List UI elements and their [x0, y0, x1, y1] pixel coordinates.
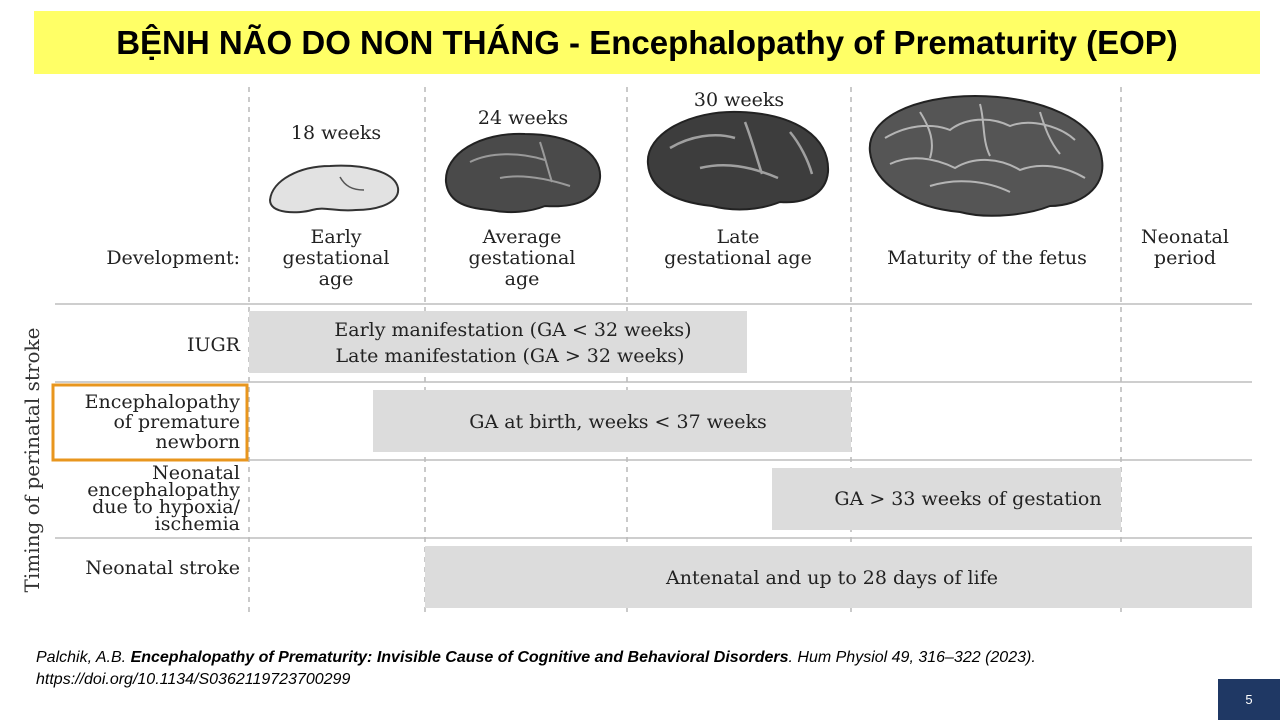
stage-label-line: period — [1153, 247, 1217, 269]
bar-text: Antenatal and up to 28 days of life — [666, 567, 998, 589]
brain-weeks-label: 18 weeks — [290, 122, 382, 144]
bar-text: Early manifestation (GA < 32 weeks) — [334, 319, 692, 341]
diagram-svg — [0, 82, 1280, 620]
citation — [36, 647, 1216, 691]
y-axis-label: Timing of perinatal stroke — [20, 327, 44, 593]
row-label-line: due to hypoxia/ — [92, 496, 240, 518]
slide-title: BỆNH NÃO DO NON THÁNG - Encephalopathy of Prematurity (EOP) — [116, 23, 1178, 61]
brain-weeks-label: 24 weeks — [477, 107, 569, 129]
eop-timing-diagram — [0, 82, 1280, 620]
row-label-line: of premature — [113, 411, 240, 433]
row-label-line: Encephalopathy — [84, 391, 240, 413]
brain-18-weeks-image — [270, 166, 398, 213]
stage-label-line: Maturity of the fetus — [887, 247, 1087, 269]
bar-text: GA > 33 weeks of gestation — [834, 488, 1102, 510]
brain-mature-image — [870, 96, 1103, 216]
title-bar — [34, 11, 1260, 74]
stage-label-line: Early — [310, 226, 362, 248]
brain-30-weeks-image — [648, 112, 828, 210]
row-label-line: newborn — [155, 431, 240, 453]
row-label-line: encephalopathy — [87, 479, 240, 501]
row-label-line: Neonatal stroke — [85, 557, 240, 579]
bar-text: GA at birth, weeks < 37 weeks — [469, 411, 767, 433]
citation-title: Encephalopathy of Prematurity: Invisible Cause of Cognitive and Behavioral Disorders — [130, 649, 789, 666]
row-label-line: ischemia — [154, 513, 240, 535]
stage-label-line: Average — [482, 226, 562, 248]
stage-label-line: gestational — [282, 247, 390, 269]
stage-label-line: gestational — [468, 247, 576, 269]
row-label-line: IUGR — [186, 334, 240, 356]
stage-label-line: Neonatal — [1141, 226, 1229, 248]
page-number: 5 — [1245, 692, 1253, 707]
brain-weeks-label: 30 weeks — [693, 89, 785, 111]
bar-text: Late manifestation (GA > 32 weeks) — [335, 345, 685, 367]
row-label-line: Neonatal — [152, 462, 240, 484]
citation-journal: . Hum Physiol 49, 316–322 (2023). — [788, 649, 1036, 666]
stage-label-line: gestational age — [664, 247, 812, 269]
stage-label-line: Late — [716, 226, 760, 248]
stage-label-line: age — [504, 268, 540, 290]
brain-24-weeks-image — [446, 134, 600, 212]
development-label: Development: — [106, 247, 240, 269]
stage-label-line: age — [318, 268, 354, 290]
page-number-badge — [1218, 679, 1280, 720]
citation-doi-link[interactable]: https://doi.org/10.1134/S0362119723700299 — [36, 671, 351, 688]
citation-author: Palchik, A.B. — [36, 649, 131, 666]
row-labels — [85, 334, 241, 579]
